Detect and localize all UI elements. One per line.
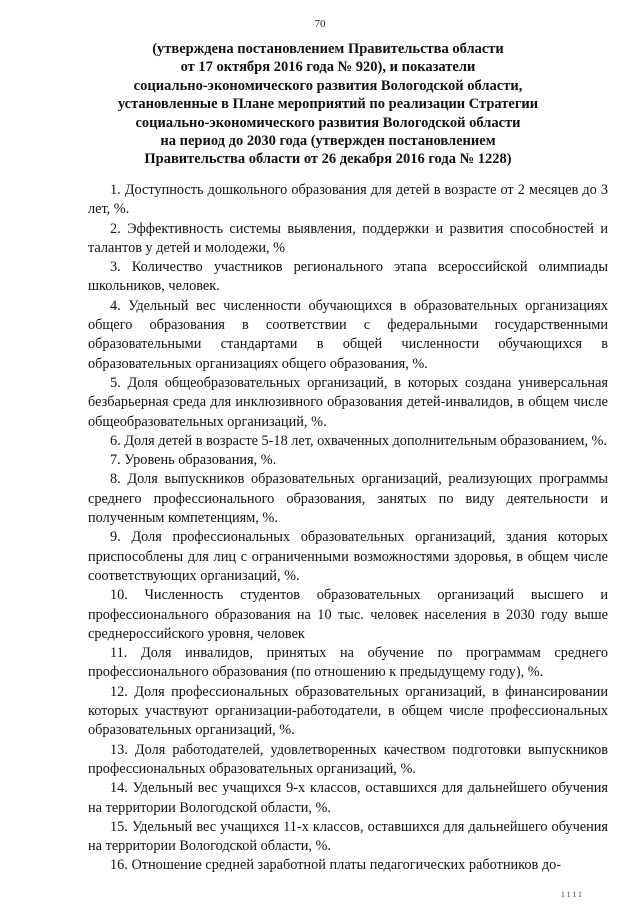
heading-line: на период до 2030 года (утвержден постановлением <box>160 133 496 150</box>
indicator-item: 6. Доля детей в возрасте 5-18 лет, охваченных дополнительным образованием, %. <box>110 432 607 449</box>
heading-line: от 17 октября 2016 года № 920), и показатели <box>180 59 476 76</box>
indicator-item: 4. Удельный вес численности обучающихся в образовательных организациях общего образования в соответствии с федеральными государственными образовательными стандартами в общей численности обучающихся в образовательных организациях общего образования, %. <box>88 297 608 372</box>
indicator-item: 3. Количество участников регионального этапа всероссийской олимпиады школьников, человек. <box>88 259 608 295</box>
indicator-item: 8. Доля выпускников образовательных организаций, реализующих программы среднего профессионального образования, занятых по виду деятельности и полученным компетенциям, %. <box>88 471 608 527</box>
section-heading <box>90 40 566 169</box>
heading-line: установленные в Плане мероприятий по реализации Стратегии <box>117 96 539 113</box>
heading-line: социально-экономического развития Вологодской области <box>135 114 521 131</box>
indicator-item: 16. Отношение средней заработной платы педагогических работников до- <box>110 857 562 874</box>
indicator-item: 15. Удельный вес учащихся 11-х классов, оставшихся для дальнейшего обучения на территории Вологодской области, %. <box>88 818 608 855</box>
indicator-item: 12. Доля профессиональных образовательных организаций, в финансировании которых участвуют организации-работодатели, в общем числе профессиональных образовательных организаций, %. <box>88 683 608 739</box>
heading-line: социально-экономического развития Вологодской области, <box>133 77 523 94</box>
indicator-item: 10. Численность студентов образовательных организаций высшего и профессионального образования на 10 тыс. человек населения в 2030 году выше среднероссийского уровня, человек <box>88 587 608 642</box>
indicator-item: 5. Доля общеобразовательных организаций, в которых создана универсальная безбарьерная среда для инклюзивного образования детей-инвалидов, в общем числе общеобразовательных организаций, %. <box>88 374 608 430</box>
indicator-item: 7. Уровень образования, %. <box>110 452 277 469</box>
indicator-item: 9. Доля профессиональных образовательных организаций, здания которых приспособлены для лиц с ограниченными возможностями здоровья, в общем числе соответствующих организаций, %. <box>88 529 608 584</box>
indicator-item: 2. Эффективность системы выявления, поддержки и развития способностей и талантов у детей и молодежи, % <box>88 220 608 256</box>
indicator-item: 11. Доля инвалидов, принятых на обучение по программам среднего профессионального образования (по отношению к предыдущему году), %. <box>88 645 608 681</box>
heading-line: Правительства области от 26 декабря 2016 года № 1228) <box>144 151 512 168</box>
heading-line: (утверждена постановлением Правительства области <box>152 41 504 57</box>
footer-mark: 1111 <box>560 890 584 899</box>
indicator-item: 13. Доля работодателей, удовлетворенных качеством подготовки выпускников профессиональных образовательных организаций, %. <box>88 741 608 777</box>
page-number: 70 <box>314 18 326 30</box>
indicator-item: 14. Удельный вес учащихся 9-х классов, оставшихся для дальнейшего обучения на территории Вологодской области, %. <box>88 780 608 816</box>
indicator-item: 1. Доступность дошкольного образования для детей в возрасте от 2 месяцев до 3 лет, %. <box>88 182 608 218</box>
indicator-list <box>88 181 608 876</box>
